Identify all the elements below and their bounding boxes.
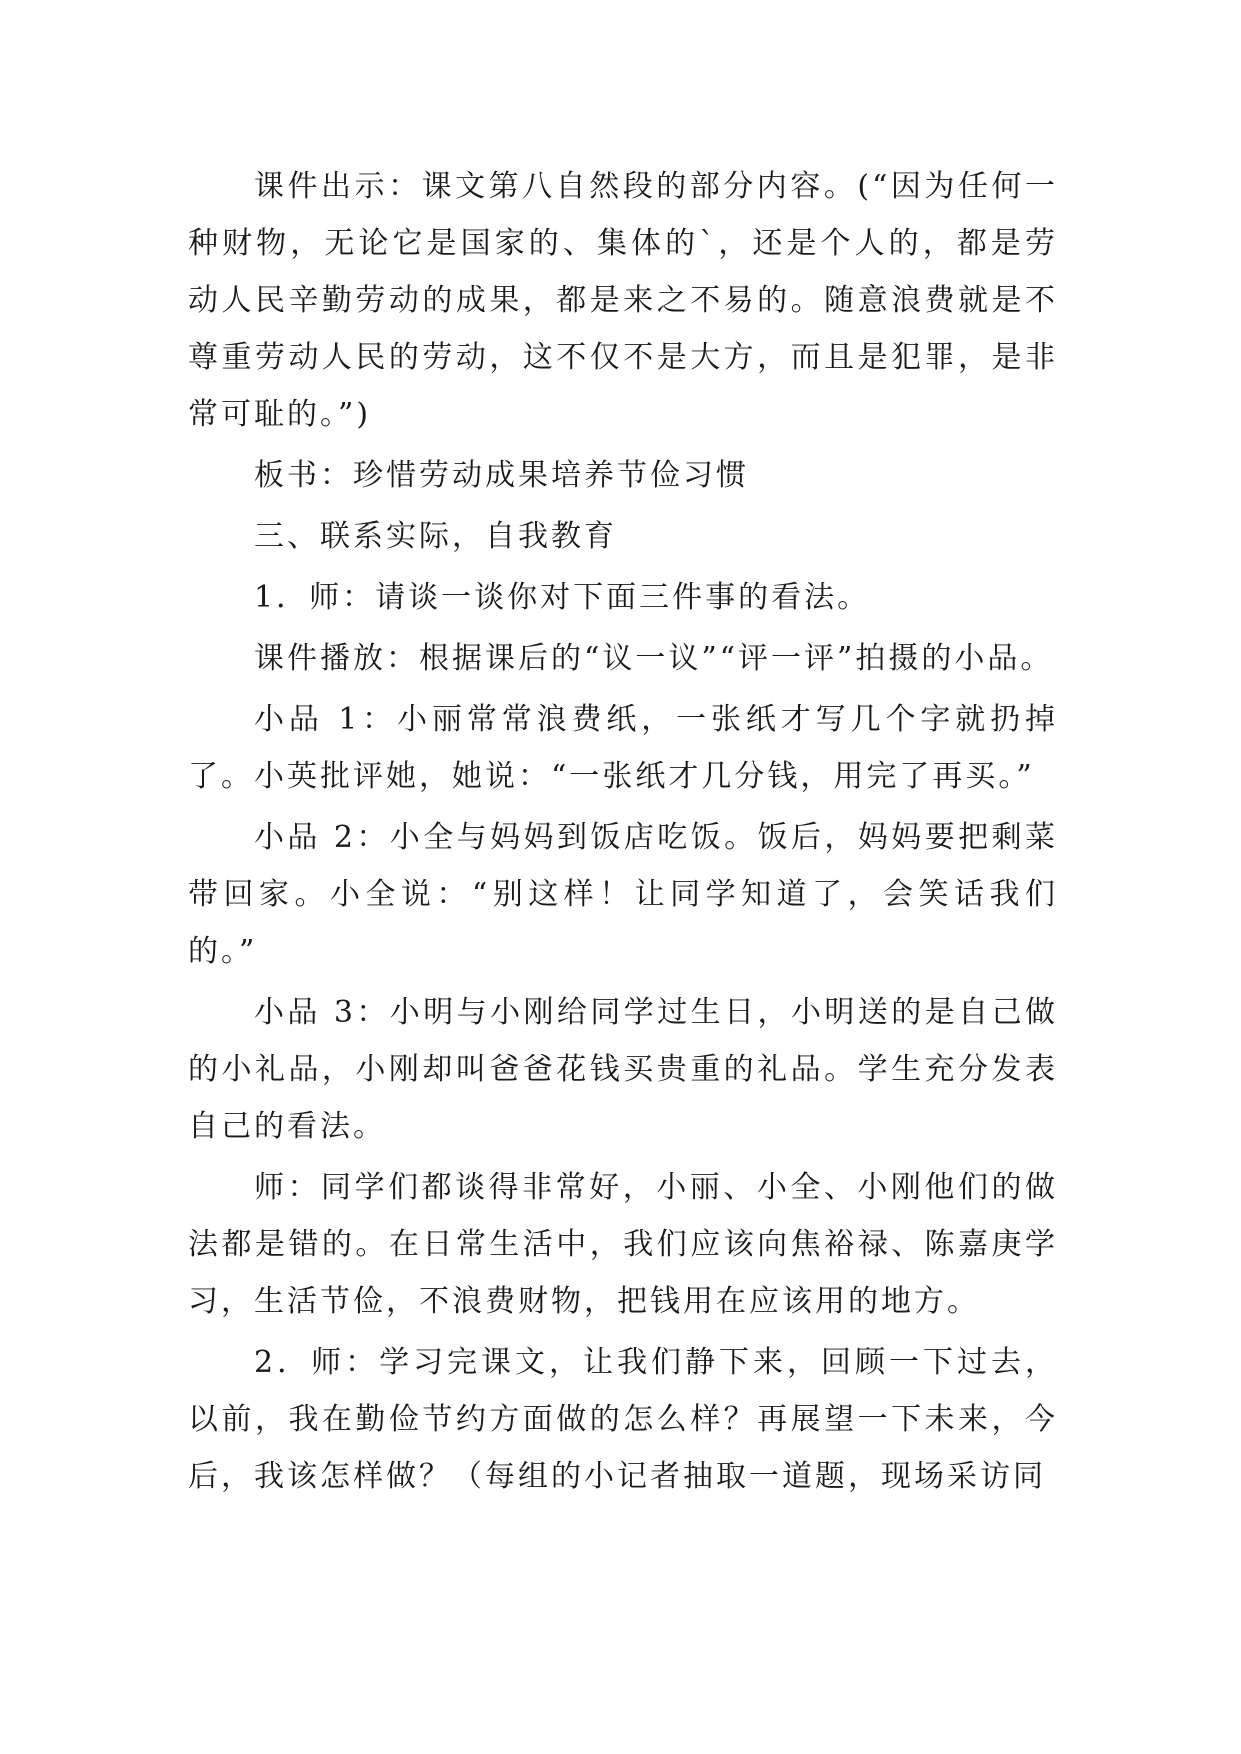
paragraph-teacher-question-1: 1．师：请谈一谈你对下面三件事的看法。 [254, 580, 871, 615]
paragraph-blackboard: 板书：珍惜劳动成果培养节俭习惯 [254, 458, 749, 493]
paragraph-courseware-play: 课件播放：根据课后的“议一议”“评一评”拍摄的小品。 [254, 641, 1054, 676]
paragraph-skit-3: 小品 3：小明与小刚给同学过生日，小明送的是自己做的小礼品，小刚却叫爸爸花钱买贵重的礼品。学生充分发表自己的看法。 [188, 995, 1058, 1144]
paragraph-teacher-question-2: 2．师：学习完课文，让我们静下来，回顾一下过去，以前，我在勤俭节约方面做的怎么样？再展望一下未来，今后，我该怎样做？（每组的小记者抽取一道题，现场采访同 [188, 1345, 1058, 1494]
paragraph-teacher-summary: 师：同学们都谈得非常好，小丽、小全、小刚他们的做法都是错的。在日常生活中，我们应该向焦裕禄、陈嘉庚学习，生活节俭，不浪费财物，把钱用在应该用的地方。 [188, 1170, 1058, 1319]
document-body [188, 158, 1058, 1509]
section-heading-3: 三、联系实际，自我教育 [254, 519, 617, 554]
paragraph-courseware-display: 课件出示：课文第八自然段的部分内容。(“因为任何一种财物，无论它是国家的、集体的`，还是个人的，都是劳动人民辛勤劳动的成果，都是来之不易的。随意浪费就是不尊重劳动人民的劳动，这不仅不是大方，而且是犯罪，是非常可耻的。”) [188, 169, 1058, 432]
paragraph-skit-2: 小品 2：小全与妈妈到饭店吃饭。饭后，妈妈要把剩菜带回家。小全说：“别这样！让同学知道了，会笑话我们的。” [188, 820, 1058, 969]
paragraph-skit-1: 小品 1：小丽常常浪费纸，一张纸才写几个字就扔掉了。小英批评她，她说：“一张纸才几分钱，用完了再买。” [188, 702, 1058, 794]
